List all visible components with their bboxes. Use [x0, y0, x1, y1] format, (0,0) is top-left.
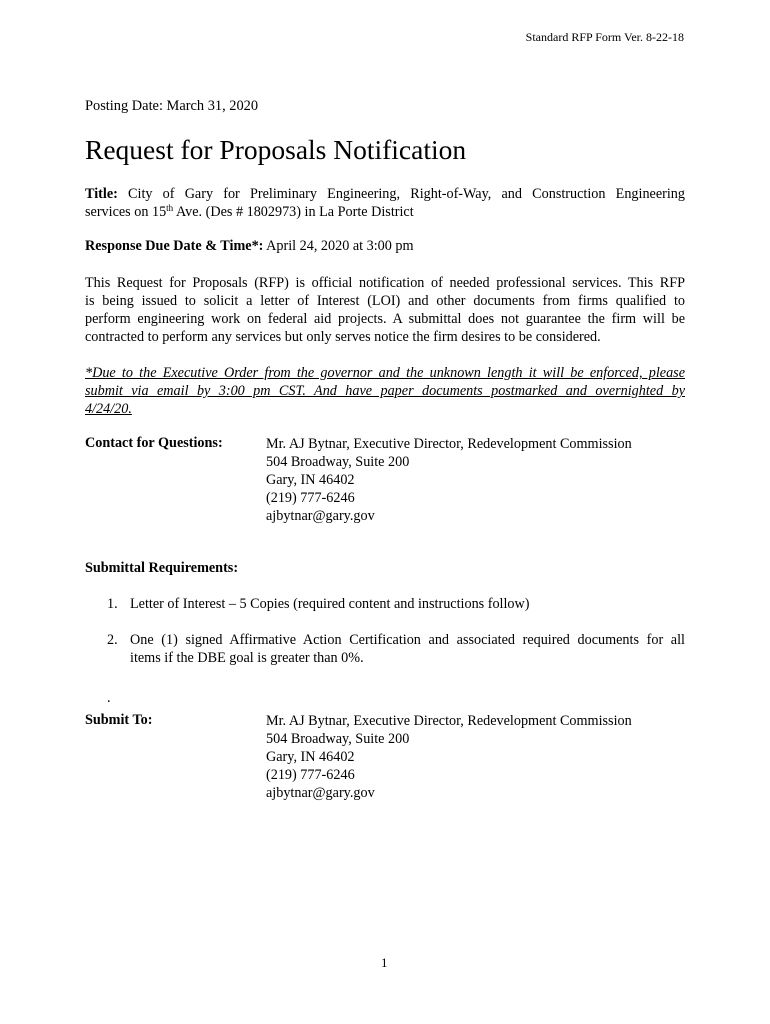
- notice-line: 4/24/20.: [85, 401, 132, 417]
- intro-line: is being issued to solicit a letter of Interest (LOI) and other documents from firms qualified to: [85, 293, 685, 309]
- posting-date: Posting Date: March 31, 2020: [85, 98, 259, 114]
- list-text-line: items if the DBE goal is greater than 0%.: [130, 650, 364, 666]
- submit-name: Mr. AJ Bytnar, Executive Director, Redevelopment Commission: [266, 713, 632, 729]
- page-title: Request for Proposals Notification: [85, 134, 467, 165]
- page-number: 1: [381, 955, 388, 970]
- intro-paragraph: [85, 274, 685, 346]
- response-due: [85, 237, 685, 255]
- submittal-heading: Submittal Requirements:: [85, 560, 239, 576]
- submit-email: ajbytnar@gary.gov: [266, 785, 375, 801]
- intro-line: perform engineering work on federal aid projects. A submittal does not guarantee the firm will be: [85, 311, 685, 327]
- contact-address: [266, 435, 632, 525]
- list-text-line: One (1) signed Affirmative Action Certification and associated required documents for all: [130, 632, 685, 648]
- contact-phone: (219) 777-6246: [266, 490, 355, 506]
- intro-line: contracted to perform any services but only serves notice the firm desires to be considered.: [85, 329, 601, 345]
- submit-to-address: [266, 712, 632, 802]
- notice-line: *Due to the Executive Order from the governor and the unknown length it will be enforced, please: [85, 365, 685, 381]
- notice-line: submit via email by 3:00 pm CST. And have paper documents postmarked and overnighted by: [85, 383, 685, 399]
- response-due-value: April 24, 2020 at 3:00 pm: [263, 238, 414, 254]
- title-line-1: [85, 185, 685, 203]
- submit-phone: (219) 777-6246: [266, 767, 355, 783]
- list-number: 2.: [107, 632, 118, 648]
- title-line-2: [85, 203, 685, 221]
- contact-city: Gary, IN 46402: [266, 472, 355, 488]
- title-text-2b: Ave. (Des # 1802973) in La Porte District: [173, 204, 414, 220]
- title-text-1: City of Gary for Preliminary Engineering, Right-of-Way, and Construction Engineering: [128, 186, 685, 202]
- ordinal-suffix: th: [166, 203, 174, 213]
- list-text: [130, 631, 685, 667]
- contact-label: Contact for Questions:: [85, 435, 223, 451]
- intro-line: This Request for Proposals (RFP) is official notification of needed professional services. This RFP: [85, 275, 685, 291]
- contact-email: ajbytnar@gary.gov: [266, 508, 375, 524]
- executive-order-notice: [85, 364, 685, 418]
- contact-name: Mr. AJ Bytnar, Executive Director, Redevelopment Commission: [266, 436, 632, 452]
- submit-city: Gary, IN 46402: [266, 749, 355, 765]
- contact-street: 504 Broadway, Suite 200: [266, 454, 410, 470]
- submit-street: 504 Broadway, Suite 200: [266, 731, 410, 747]
- response-due-label: Response Due Date & Time*:: [85, 238, 264, 254]
- title-label: Title:: [85, 186, 118, 202]
- title-paragraph: [85, 185, 685, 221]
- form-version: Standard RFP Form Ver. 8-22-18: [525, 30, 684, 44]
- title-text-2a: services on 15: [85, 204, 167, 220]
- submit-to-label: Submit To:: [85, 712, 153, 728]
- list-text: Letter of Interest – 5 Copies (required content and instructions follow): [130, 596, 530, 612]
- list-number: 1.: [107, 596, 118, 612]
- stray-mark: .: [107, 690, 111, 706]
